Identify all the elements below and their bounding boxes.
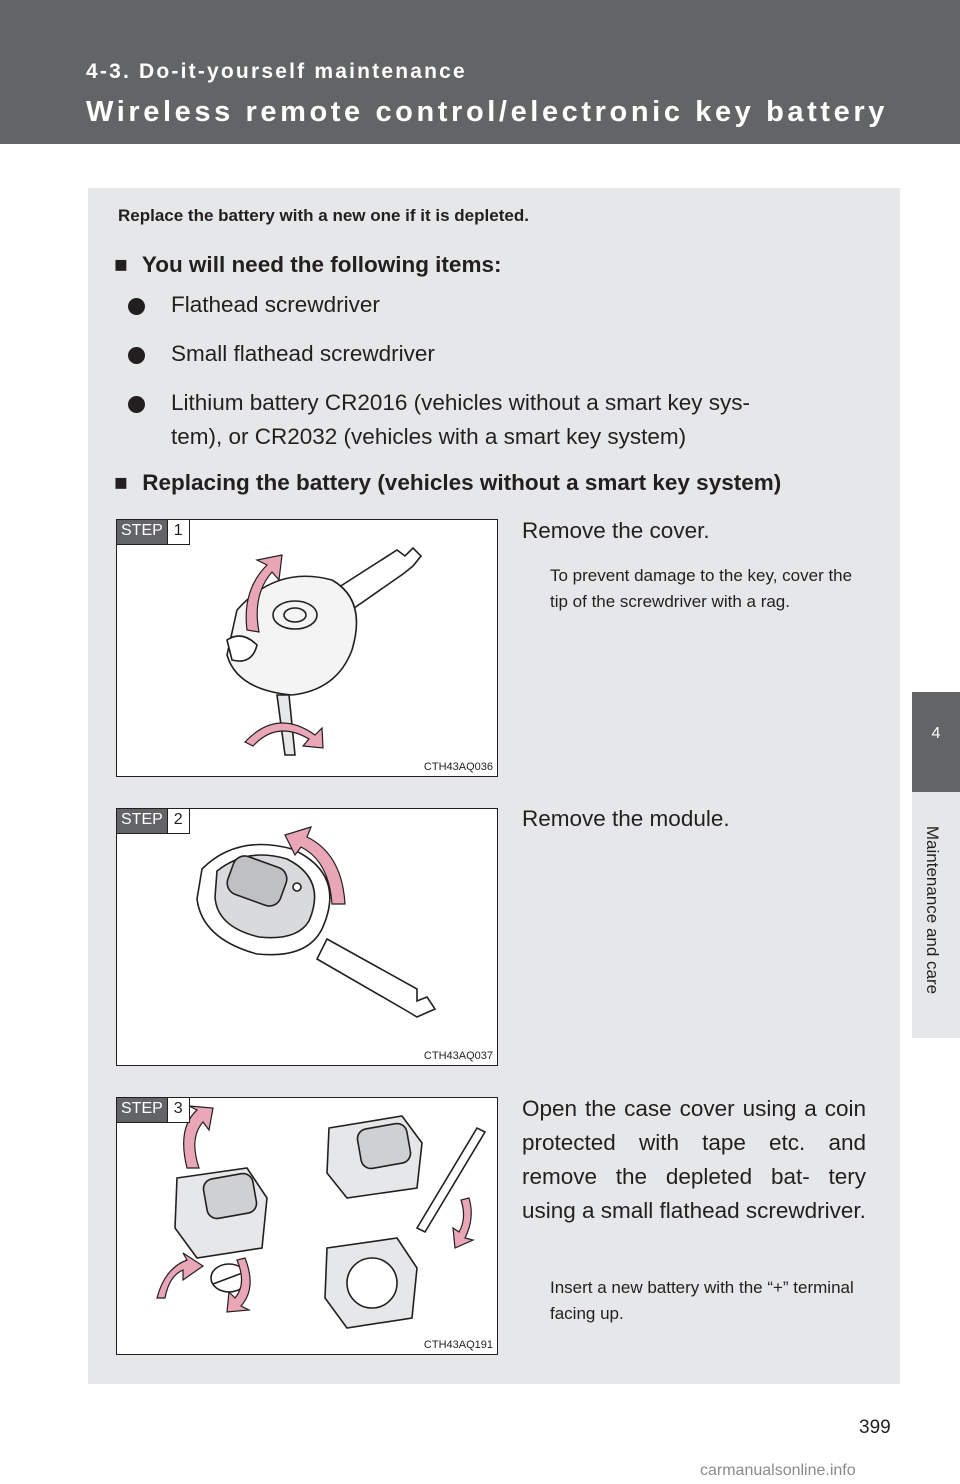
step1-note: To prevent damage to the key, cover the tip of the screwdriver with a rag. bbox=[550, 566, 853, 611]
step2-figure bbox=[116, 808, 498, 1066]
bullet-icon bbox=[128, 347, 145, 364]
chapter-tab-number bbox=[912, 692, 960, 792]
step-word: STEP bbox=[117, 809, 167, 833]
step-number: 2 bbox=[167, 809, 189, 833]
items-heading-text: You will need the following items: bbox=[141, 252, 502, 277]
intro-text: Replace the battery with a new one if it is depleted. bbox=[118, 206, 529, 225]
figure-code: CTH43AQ037 bbox=[423, 1050, 493, 1062]
figure-code: CTH43AQ191 bbox=[423, 1339, 493, 1351]
step-badge bbox=[117, 520, 190, 545]
square-bullet-icon: ■ bbox=[114, 470, 128, 495]
replace-heading bbox=[114, 470, 781, 496]
chapter-number: 4 bbox=[931, 725, 941, 742]
step-number: 3 bbox=[167, 1098, 189, 1122]
figure-code: CTH43AQ036 bbox=[423, 761, 493, 773]
step-word: STEP bbox=[117, 520, 167, 544]
list-item-text: Small flathead screwdriver bbox=[171, 341, 435, 366]
chapter-label: Maintenance and care bbox=[923, 825, 942, 995]
square-bullet-icon: ■ bbox=[114, 252, 128, 277]
key-cover-illustration bbox=[117, 520, 499, 778]
bullet-icon bbox=[128, 396, 145, 413]
step-number: 1 bbox=[167, 520, 189, 544]
step1-text: Remove the cover. bbox=[522, 518, 710, 543]
list-item-text: Lithium battery CR2016 (vehicles without a smart key sys- bbox=[171, 390, 750, 415]
list-item-text: tem), or CR2032 (vehicles with a smart key system) bbox=[171, 424, 687, 449]
step-word: STEP bbox=[117, 1098, 167, 1122]
watermark: carmanualsonline.info bbox=[700, 1462, 856, 1479]
step3-note: Insert a new battery with the “+” terminal facing up. bbox=[550, 1278, 854, 1323]
step1-figure bbox=[116, 519, 498, 777]
battery-case-illustration bbox=[117, 1098, 499, 1356]
step-badge bbox=[117, 1098, 190, 1123]
page-title: Wireless remote control/electronic key battery bbox=[86, 96, 888, 128]
list-item-text: Flathead screwdriver bbox=[171, 292, 380, 317]
page-header bbox=[0, 0, 960, 144]
replace-heading-text: Replacing the battery (vehicles without a smart key system) bbox=[142, 470, 782, 495]
step3-figure bbox=[116, 1097, 498, 1355]
key-module-illustration bbox=[117, 809, 499, 1067]
items-heading bbox=[114, 252, 501, 278]
step3-text: Open the case cover using a coin protected with tape etc. and remove the depleted bat- tery using a small flathead screwdriver. bbox=[522, 1096, 866, 1223]
step-badge bbox=[117, 809, 190, 834]
page-number: 399 bbox=[859, 1417, 891, 1438]
step2-text: Remove the module. bbox=[522, 806, 730, 831]
bullet-icon bbox=[128, 298, 145, 315]
section-label: 4-3. Do-it-yourself maintenance bbox=[86, 60, 467, 83]
